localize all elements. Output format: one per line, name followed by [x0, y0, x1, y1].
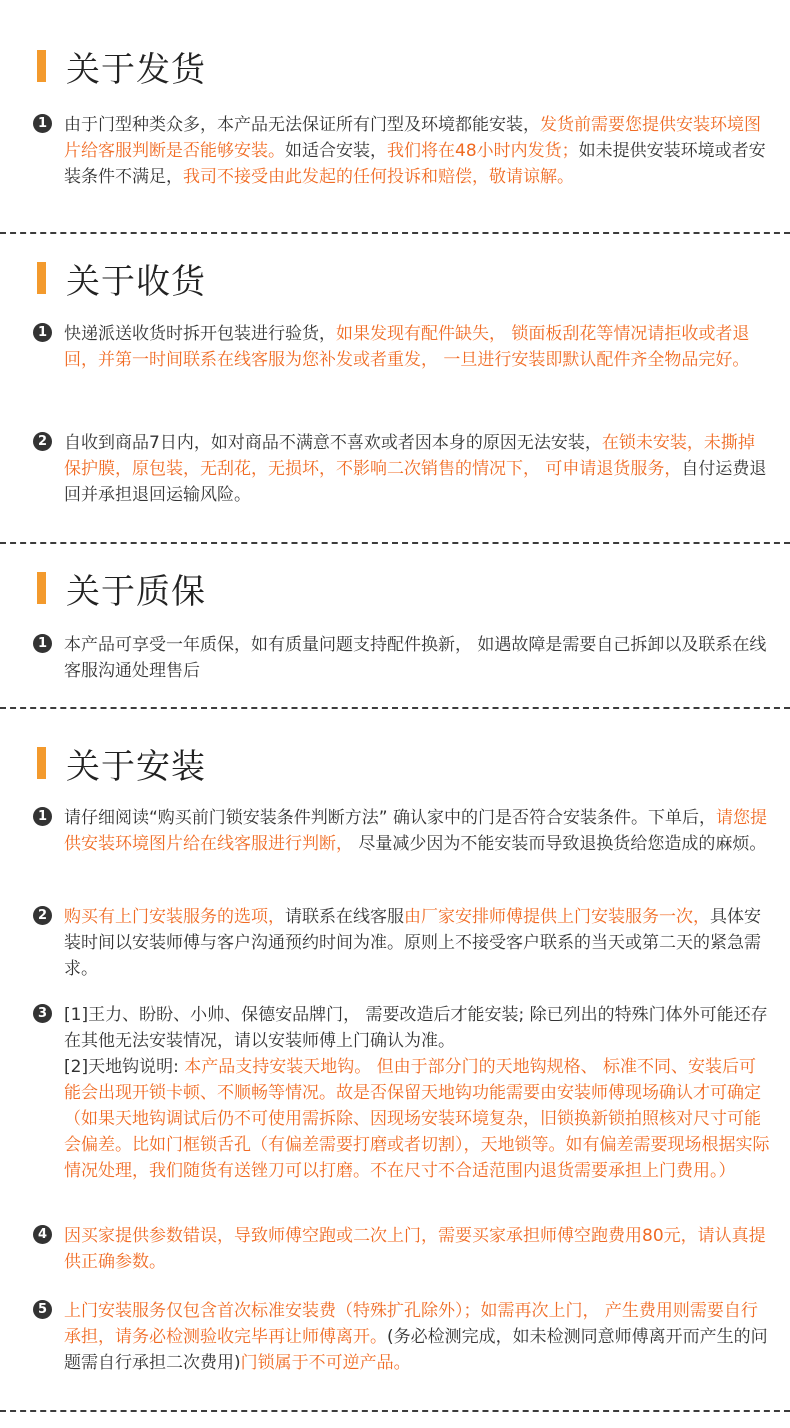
- highlighted-text: 购买有上门安装服务的选项，: [64, 907, 285, 927]
- plain-text: 如未提供安装环境或者安装条件不满足，: [64, 141, 766, 187]
- list-item: [33, 321, 771, 373]
- item-number-badge: 4: [33, 1225, 52, 1244]
- item-text: [64, 430, 771, 508]
- item-number-badge: 2: [33, 432, 52, 451]
- item-number-badge: 3: [33, 1004, 52, 1023]
- section-divider: [0, 232, 790, 234]
- section-heading-installation: [37, 743, 206, 787]
- section-divider: [0, 542, 790, 544]
- item-number-badge: 1: [33, 323, 52, 342]
- section-title: 关于发货: [66, 49, 206, 90]
- list-item: [33, 805, 771, 857]
- section-title: 关于安装: [66, 746, 206, 787]
- section-heading-warranty: [37, 568, 206, 612]
- heading-accent-bar: [37, 572, 46, 604]
- list-item: [33, 632, 771, 684]
- highlighted-text: 因买家提供参数错误，导致师傅空跑或二次上门，需要买家承担师傅空跑费用80元，请认真提供正确参数。: [64, 1226, 766, 1272]
- item-text: [64, 805, 771, 857]
- list-item: [33, 1298, 771, 1376]
- plain-text: 自收到商品7日内，如对商品不满意不喜欢或者因本身的原因无法安装，: [64, 433, 602, 453]
- heading-accent-bar: [37, 747, 46, 779]
- list-item: [33, 112, 771, 190]
- highlighted-text: 发货前需要您提供安装环境图片给客服判断是否能够安装。: [64, 115, 761, 161]
- item-text: [64, 904, 771, 982]
- item-number-badge: 1: [33, 114, 52, 133]
- section-divider: [0, 1410, 790, 1412]
- heading-accent-bar: [37, 262, 46, 294]
- list-item: [33, 904, 771, 982]
- item-text: [64, 112, 771, 190]
- plain-text: [1]王力、盼盼、小帅、保德安品牌门， 需要改造后才能安装; 除已列出的特殊门体外可能还存在其他无法安装情况，请以安装师傅上门确认为准。: [64, 1005, 768, 1051]
- item-text: [64, 1002, 771, 1184]
- plain-text: 请联系在线客服: [285, 907, 404, 927]
- item-text: [64, 1298, 771, 1376]
- plain-text: 请仔细阅读“购买前门锁安装条件判断方法” 确认家中的门是否符合安装条件。下单后，: [64, 808, 717, 828]
- highlighted-text: 上门安装服务仅包含首次标准安装费（特殊扩孔除外）；如需再次上门， 产生费用则需要自行承担，请务必检测验收完毕再让师傅离开。: [64, 1301, 758, 1347]
- highlighted-text: 我司不接受由此发起的任何投诉和赔偿，敬请谅解。: [183, 167, 574, 187]
- section-heading-shipping: [37, 46, 206, 90]
- item-number-badge: 5: [33, 1300, 52, 1319]
- section-title: 关于质保: [66, 571, 206, 612]
- plain-text: [2]天地钩说明:: [64, 1057, 185, 1077]
- section-heading-receiving: [37, 258, 206, 302]
- plain-text: 由于门型种类众多，本产品无法保证所有门型及环境都能安装，: [64, 115, 540, 135]
- highlighted-text: 由厂家安排师傅提供上门安装服务一次，: [404, 907, 710, 927]
- highlighted-text: 请您提供安装环境图片给在线客服进行判断，: [64, 808, 768, 854]
- list-item: [33, 1002, 771, 1184]
- item-number-badge: 1: [33, 634, 52, 653]
- section-divider: [0, 707, 790, 709]
- section-title: 关于收货: [66, 261, 206, 302]
- highlighted-text: 我们将在48小时内发货；: [387, 141, 579, 161]
- item-number-badge: 1: [33, 807, 52, 826]
- plain-text: 快递派送收货时拆开包装进行验货，: [64, 324, 336, 344]
- highlighted-text: 如果发现有配件缺失， 锁面板刮花等情况请拒收或者退回，并第一时间联系在线客服为您补发或者重发， 一旦进行安装即默认配件齐全物品完好。: [64, 324, 750, 370]
- plain-text: 具体安装时间以安装师傅与客户沟通预约时间为准。原则上不接受客户联系的当天或第二天的紧急需求。: [64, 907, 761, 979]
- plain-text: 尽量减少因为不能安装而导致退换货给您造成的麻烦。: [353, 834, 767, 854]
- heading-accent-bar: [37, 50, 46, 82]
- highlighted-text: 门锁属于不可逆产品。: [240, 1353, 411, 1373]
- plain-text: 自付运费退回并承担退回运输风险。: [64, 459, 767, 505]
- item-text: [64, 1223, 771, 1275]
- highlighted-text: 本产品支持安装天地钩。 但由于部分门的天地钩规格、 标准不同、安装后可能会出现开锁卡顿、不顺畅等情况。故是否保留天地钩功能需要由安装师傅现场确认才可确定（如果天地钩调试后仍不可使用需拆除、因现场安装环境复杂，旧锁换新锁拍照核对尺寸可能会偏差。比如门框锁舌孔（有偏差需要打磨或者切割），天地锁等。如有偏差需要现场根据实际情况处理，我们随货有送锉刀可以打磨。不在尺寸不合适范围内退货需要承担上门费用。）: [64, 1057, 770, 1181]
- plain-text: 本产品可享受一年质保，如有质量问题支持配件换新， 如遇故障是需要自己拆卸以及联系在线客服沟通处理售后: [64, 635, 767, 681]
- list-item: [33, 1223, 771, 1275]
- item-text: [64, 632, 771, 684]
- plain-text: 如适合安装，: [285, 141, 387, 161]
- item-text: [64, 321, 771, 373]
- highlighted-text: 在锁未安装，未撕掉保护膜，原包装，无刮花，无损坏，不影响二次销售的情况下， 可申请退货服务，: [64, 433, 755, 479]
- item-number-badge: 2: [33, 906, 52, 925]
- list-item: [33, 430, 771, 508]
- plain-text: (务必检测完成，如未检测同意师傅离开而产生的问题需自行承担二次费用): [64, 1327, 768, 1373]
